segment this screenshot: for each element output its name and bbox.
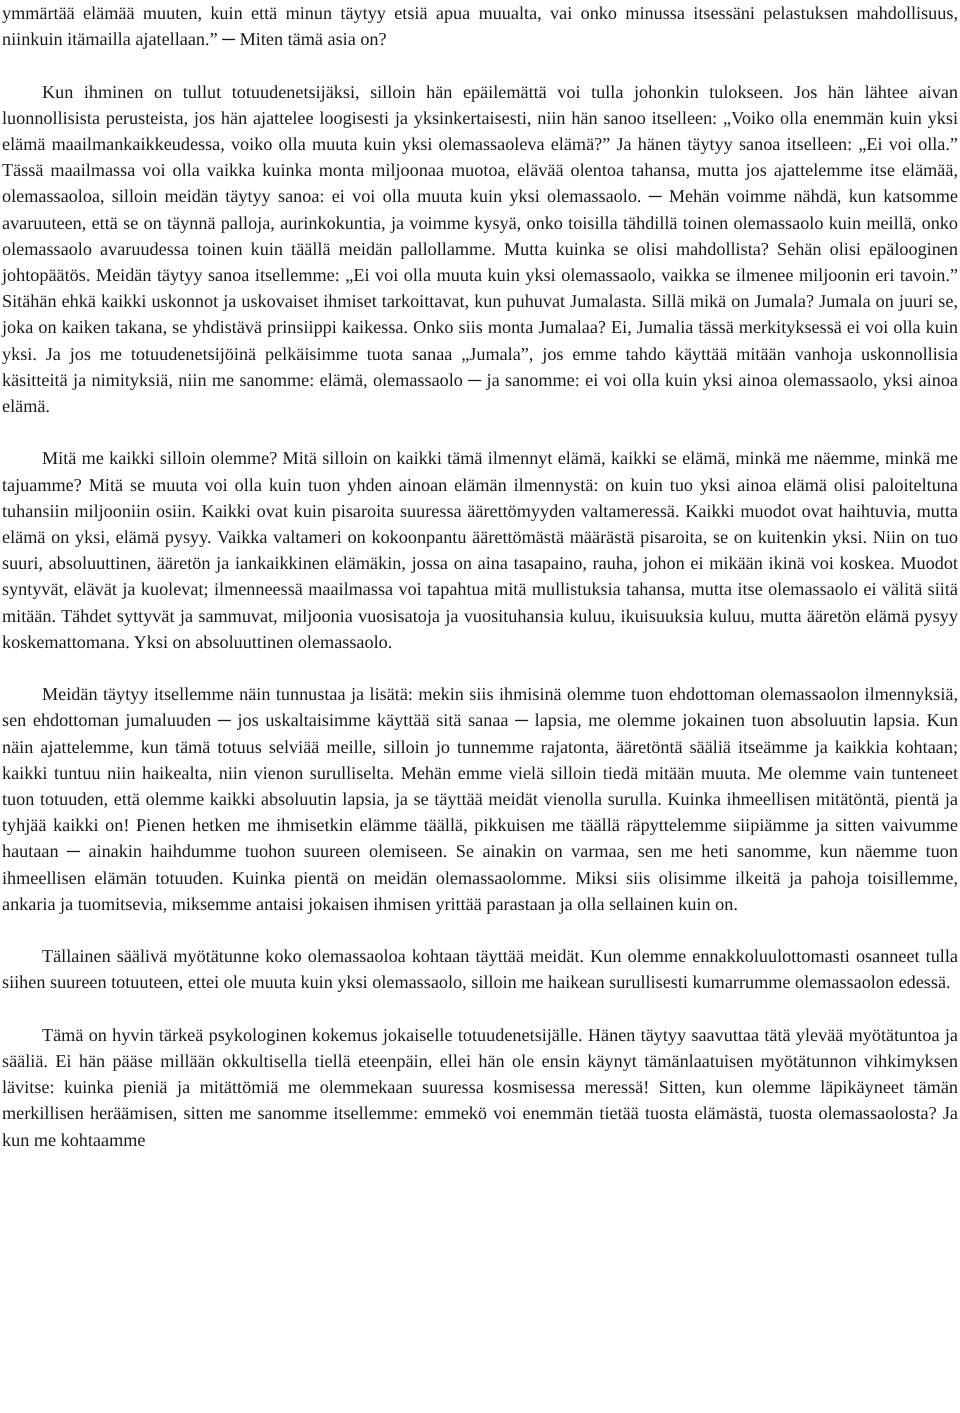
- paragraph-psychological-experience: Tämä on hyvin tärkeä psykologinen kokemus jokaiselle totuudenetsijälle. Hänen täytyy saavuttaa tätä ylevää myötätuntoa ja sääliä. Ei hän pääse millään okkultisella tiellä eteenpäin, ellei hän ole ensin käynyt tämänlaatuisen myötätunnon vihkimyksen lävitse: kuinka pieniä ja mitättömiä me olemmekaan suuressa kosmisessa meressä! Sitten, kun olemme läpikäyneet tämän merkillisen heräämisen, sitten me sanomme itsellemme: emmekö voi enemmän tietää tuosta elämästä, tuosta olemassaolosta? Ja kun me kohtaamme: [2, 1024, 958, 1150]
- paragraph-one-existence: Kun ihminen on tullut totuudenetsijäksi, silloin hän epäilemättä voi tulla johonkin tulokseen. Jos hän lähtee aivan luonnollisista perusteista, jos hän ajattelee loogisesti ja yksinkertaisesti, niin hän sanoo itselleen: „Voiko olla enemmän kuin yksi elämä maailmankaikkeudessa, voiko olla muuta kuin yksi olemassaoleva elämä?” Ja hänen täytyy sanoa itselleen: „Ei voi olla.” Tässä maailmassa voi olla vaikka kuinka monta miljoonaa muotoa, elävää olentoa tahansa, mutta jos ajattelemme itse elämää, olemassaoloa, silloin meidän täytyy sanoa: ei voi olla muuta kuin yksi olemassaolo. ─ Mehän voimme nähdä, kun katsomme avaruuteen, että se on täynnä palloja, aurinkokuntia, ja voimme kysyä, onko toisilla tähdillä toinen olemassaolo kuin meillä, onko olemassaolo avaruudessa toinen kuin täällä meidän pallollamme. Mutta kuinka se olisi mahdollista? Sehän olisi epälooginen johtopäätös. Meidän täytyy sanoa itsellemme: „Ei voi olla muuta kuin yksi olemassaolo, vaikka se ilmenee miljoonin eri tavoin.” Sitähän ehkä kaikki uskonnot ja uskovaiset ihmiset tarkoittavat, kun puhuvat Jumalasta. Sillä mikä on Jumala? Jumala on juuri se, joka on kaiken takana, se yhdistävä prinsiippi kaikessa. Onko siis monta Jumalaa? Ei, Jumalia tässä merkityksessä ei voi olla kuin yksi. Ja jos me totuudenetsijöinä pelkäisimme tuota sanaa „Jumala”, jos emme tahdo käyttää mitään vanhoja uskonnollisia käsitteitä ja nimityksiä, niin me sanomme: elämä, olemassaolo ─ ja sanomme: ei voi olla kuin yksi ainoa olemassaolo, yksi ainoa elämä.: [2, 81, 958, 417]
- paragraph-compassion: Tällainen säälivä myötätunne koko olemassaoloa kohtaan täyttää meidät. Kun olemme ennakkoluulottomasti osanneet tulla siihen suureen totuuteen, ettei ole muuta kuin yksi olemassaolo, silloin me haikean surullisesti kumarrumme olemassaolon edessä.: [2, 946, 958, 993]
- paragraph-continuation: ymmärtää elämää muuten, kuin että minun täytyy etsiä apua muualta, vai onko minussa itsessäni pelastuksen mahdollisuus, niinkuin itämailla ajatellaan.” ─ Miten tämä asia on?: [2, 3, 958, 50]
- paragraph-what-are-we: Mitä me kaikki silloin olemme? Mitä silloin on kaikki tämä ilmennyt elämä, kaikki se elämä, minkä me näemme, minkä me tajuamme? Mitä se muuta voi olla kuin tuon yhden ainoan elämän ilmennystä: on kuin tuo yksi ainoa elämä olisi paloiteltuna tuhansiin miljooniin osiin. Kaikki ovat kuin pisaroita suuressa äärettömyyden valtameressä. Kaikki muodot ovat haihtuvia, mutta elämä on yksi, elämä pysyy. Vaikka valtameri on kokoonpantu äärettömästä määrästä pisaroita, se on kuitenkin yksi. Niin on tuo suuri, absoluuttinen, ääretön ja iankaikkinen elämäkin, jossa on aina tasapaino, rauha, johon ei mikään ikinä voi koskea. Muodot syntyvät, elävät ja kuolevat; ilmenneessä maailmassa voi tapahtua mitä mullistuksia tahansa, mutta itse olemassaolo ei välitä siitä mitään. Tähdet syttyvät ja sammuvat, miljoonia vuosisatoja ja vuosituhansia kuluu, ikuisuuksia kuluu, mutta ääretön elämä pysyy koskemattomana. Yksi on absoluuttinen olemassaolo.: [2, 448, 958, 652]
- paragraph-children-of-absolute: Meidän täytyy itsellemme näin tunnustaa ja lisätä: mekin siis ihmisinä olemme tuon ehdottoman olemassaolon ilmennyksiä, sen ehdottoman jumaluuden ─ jos uskaltaisimme käyttää sitä sanaa ─ lapsia, me olemme jokainen tuon absoluutin lapsia. Kun näin ajattelemme, kun tämä totuus selviää meille, silloin jo tunnemme rajatonta, ääretöntä sääliä itseämme ja kaikkia kohtaan; kaikki tuntuu niin haikealta, niin vienon surulliselta. Mehän emme vielä silloin tiedä mitään muuta. Me olemme vain tunteneet tuon totuuden, että olemme kaikki absoluutin lapsia, ja se täyttää meidät vienolla surulla. Kuinka ihmeellisen mitätöntä, pientä ja tyhjää kaikki on! Pienen hetken me ihmisetkin elämme täällä, pikkuisen me täällä räpyttelemme siipiämme ja sitten vaivumme hautaan ─ ainakin haihdumme tuohon suureen olemiseen. Se ainakin on varmaa, sen me heti sanomme, kun näemme tuon ihmeellisen elämän totuuden. Kuinka pientä on meidän olemassaolomme. Miksi siis olisimme ilkeitä ja pahoja toisillemme, ankaria ja tuomitsevia, miksemme antaisi jokaisen ihmisen yrittää parastaan ja olla sellainen kuin on.: [2, 684, 958, 914]
